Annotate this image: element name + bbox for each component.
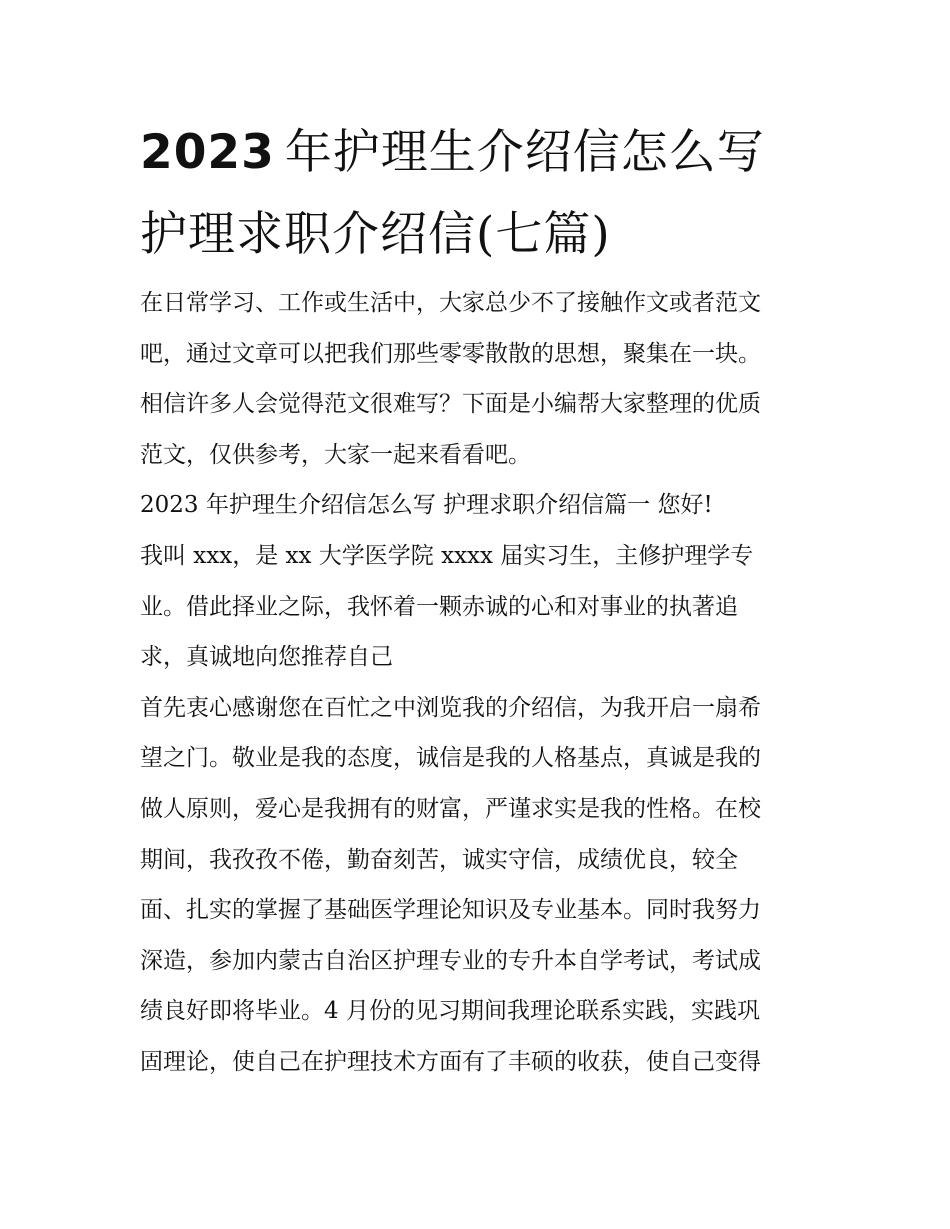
title-line-2: 护理求职介绍信(七篇) — [140, 207, 611, 262]
title-line-1 — [140, 112, 840, 194]
body-line: 首先衷心感谢您在百忙之中浏览我的介绍信，为我开启一扇希 — [140, 694, 761, 721]
body-line: 期间，我孜孜不倦，勤奋刻苦，诚实守信，成绩优良，较全 — [140, 846, 738, 873]
body-line: 求，真诚地向您推荐自己 — [140, 644, 393, 671]
body-line: 望之门。敬业是我的态度，诚信是我的人格基点，真诚是我的 — [140, 745, 761, 772]
body-line: 深造，参加内蒙古自治区护理专业的专升本自学考试，考试成 — [140, 947, 761, 974]
body-line: 吧，通过文章可以把我们那些零零散散的思想，聚集在一块。 — [140, 340, 761, 367]
body-line: 在日常学习、工作或生活中，大家总少不了接触作文或者范文 — [140, 290, 761, 316]
title-line-1-text: 年护理生介绍信怎么写 — [284, 125, 765, 180]
body-line: 相信许多人会觉得范文很难写？下面是小编帮大家整理的优质 — [140, 391, 761, 418]
body-line: 范文，仅供参考，大家一起来看看吧。 — [140, 441, 531, 468]
document-title — [140, 112, 840, 276]
body-line: 做人原则，爱心是我拥有的财富，严谨求实是我的性格。在校 — [140, 795, 761, 822]
body-line: 面、扎实的掌握了基础医学理论知识及专业基本。同时我努力 — [140, 897, 761, 924]
body-line: 业。借此择业之际，我怀着一颗赤诚的心和对事业的执著追 — [140, 593, 738, 620]
document-body — [140, 278, 820, 1088]
body-line: 绩良好即将毕业。4 月份的见习期间我理论联系实践，实践巩 — [140, 998, 760, 1025]
section-heading-line: 2023 年护理生介绍信怎么写 护理求职介绍信篇一 您好! — [140, 492, 713, 519]
title-year: 2023 — [140, 125, 275, 180]
body-line: 我叫 xxx，是 xx 大学医学院 xxxx 届实习生，主修护理学专 — [140, 542, 754, 569]
body-line: 固理论，使自己在护理技术方面有了丰硕的收获，使自己变得 — [140, 1048, 761, 1075]
